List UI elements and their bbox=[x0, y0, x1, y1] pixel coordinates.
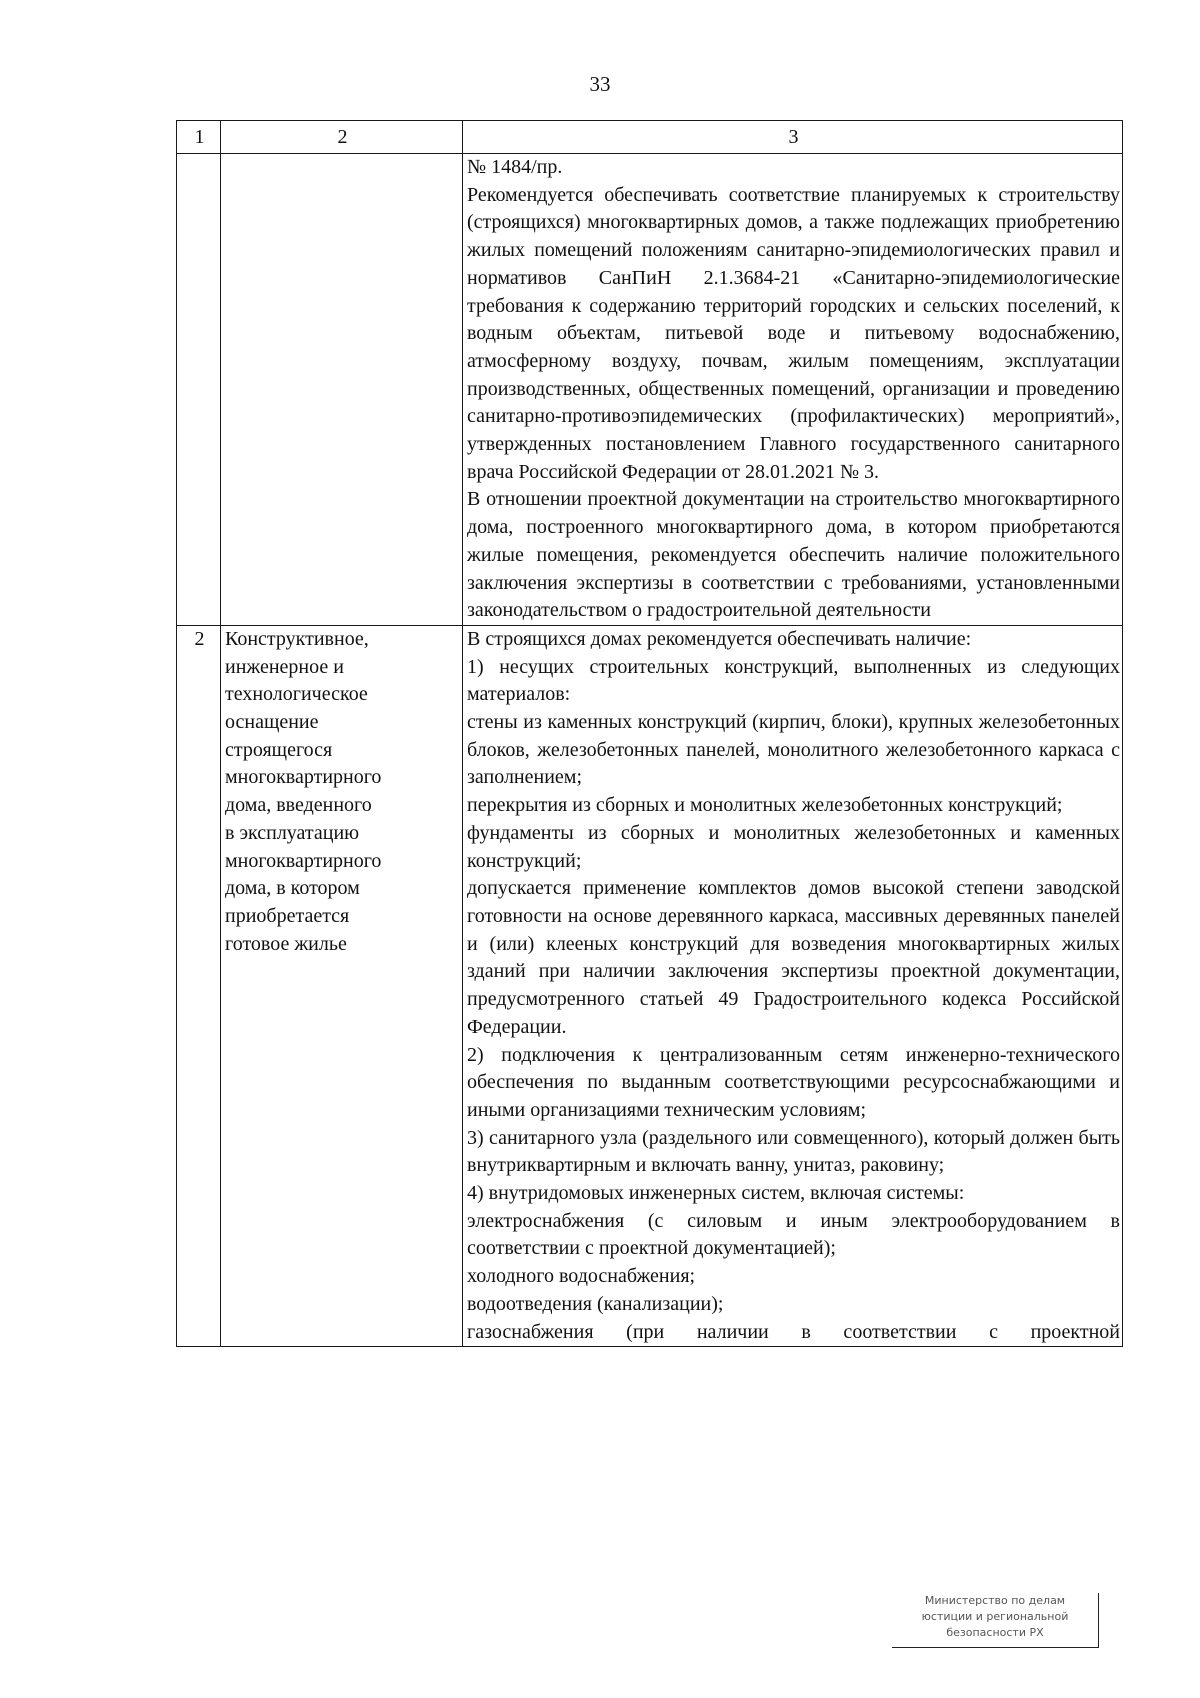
paragraph: газоснабжения (при наличии в соответствии с проектной bbox=[467, 1320, 1120, 1343]
stamp-line: безопасности РХ bbox=[946, 1626, 1044, 1639]
paragraph: № 1484/пр. bbox=[467, 156, 563, 178]
subject-line: строящегося bbox=[225, 738, 333, 761]
paragraph: В строящихся домах рекомендуется обеспечивать наличие: bbox=[467, 627, 972, 650]
subject-line: технологическое bbox=[225, 683, 368, 706]
subject-line: инженерное и bbox=[225, 655, 344, 678]
paragraph: В отношении проектной документации на строительство многоквартирного дома, построенного многоквартирного дома, в котором приобретаются жилые помещения, рекомендуется обеспечить наличие положительного заключения экспертизы в соответствии с требованиями, установленными законодательством о градостроительной деятельности bbox=[467, 488, 1120, 622]
subject-line: многоквартирного bbox=[225, 849, 382, 872]
paragraph: 1) несущих строительных конструкций, выполненных из следующих материалов: bbox=[467, 655, 1120, 706]
header-col-3: 3 bbox=[463, 121, 1123, 154]
header-col-1: 1 bbox=[177, 121, 221, 154]
paragraph: 3) санитарного узла (раздельного или совмещенного), который должен быть внутриквартирным и включать ванну, унитаз, раковину; bbox=[467, 1126, 1120, 1177]
subject-line: дома, введенного bbox=[225, 794, 372, 817]
row-number bbox=[177, 154, 221, 626]
subject-line: в эксплуатацию bbox=[225, 821, 360, 844]
paragraph: перекрытия из сборных и монолитных железобетонных конструкций; bbox=[467, 794, 1063, 817]
paragraph: водоотведения (канализации); bbox=[467, 1292, 724, 1315]
subject-line: готовое жилье bbox=[225, 932, 347, 955]
paragraph: холодного водоснабжения; bbox=[467, 1265, 696, 1288]
stamp-line: юстиции и региональной bbox=[921, 1610, 1069, 1623]
subject-line: оснащение bbox=[225, 711, 319, 734]
table-header-row bbox=[177, 121, 1123, 154]
paragraph: электроснабжения (с силовым и иным электрооборудованием в соответствии с проектной документацией); bbox=[467, 1209, 1120, 1260]
paragraph: допускается применение комплектов домов высокой степени заводской готовности на основе деревянного каркаса, массивных деревянных панелей и (или) клееных конструкций для возведения многоквартирных жилых зданий при наличии заключения экспертизы проектной документации, предусмотренного статьей 49 Градостроительного кодекса Российской Федерации. bbox=[467, 877, 1120, 1038]
paragraph: 4) внутридомовых инженерных систем, включая системы: bbox=[467, 1182, 965, 1205]
row-subject bbox=[221, 625, 463, 1346]
paragraph: фундаменты из сборных и монолитных железобетонных и каменных конструкций; bbox=[467, 821, 1120, 872]
document-table bbox=[176, 120, 1123, 1347]
row-content bbox=[463, 154, 1123, 626]
table-row bbox=[177, 154, 1123, 626]
page-number: 33 bbox=[589, 72, 611, 96]
row-subject bbox=[221, 154, 463, 626]
row-content bbox=[463, 625, 1123, 1346]
paragraph: 2) подключения к централизованным сетям инженерно-технического обеспечения по выданным соответствующими ресурсоснабжающими и иными организациями техническим условиям; bbox=[467, 1043, 1120, 1121]
subject-line: многоквартирного bbox=[225, 766, 382, 789]
paragraph: стены из каменных конструкций (кирпич, блоки), крупных железобетонных блоков, железобетонных панелей, монолитного железобетонного каркаса с заполнением; bbox=[467, 711, 1120, 789]
table-row bbox=[177, 625, 1123, 1346]
subject-line: Конструктивное, bbox=[225, 627, 369, 650]
subject-line: дома, в котором bbox=[225, 877, 360, 900]
subject-line: приобретается bbox=[225, 904, 350, 927]
stamp-line: Министерство по делам bbox=[924, 1594, 1066, 1607]
row-number: 2 bbox=[177, 625, 221, 1346]
paragraph: Рекомендуется обеспечивать соответствие планируемых к строительству (строящихся) многоквартирных домов, а также подлежащих приобретению жилых помещений положениям санитарно-эпидемиологических правил и нормативов СанПиН 2.1.3684-21 «Санитарно-эпидемиологические требования к содержанию территорий городских и сельских поселений, к водным объектам, питьевой воде и питьевому водоснабжению, атмосферному воздуху, почвам, жилым помещениям, эксплуатации производственных, общественных помещений, организации и проведению санитарно-противоэпидемических (профилактических) мероприятий», утвержденных постановлением Главного государственного санитарного врача Российской Федерации от 28.01.2021 № 3. bbox=[467, 183, 1120, 483]
registration-stamp bbox=[892, 1593, 1099, 1648]
header-col-2: 2 bbox=[221, 121, 463, 154]
